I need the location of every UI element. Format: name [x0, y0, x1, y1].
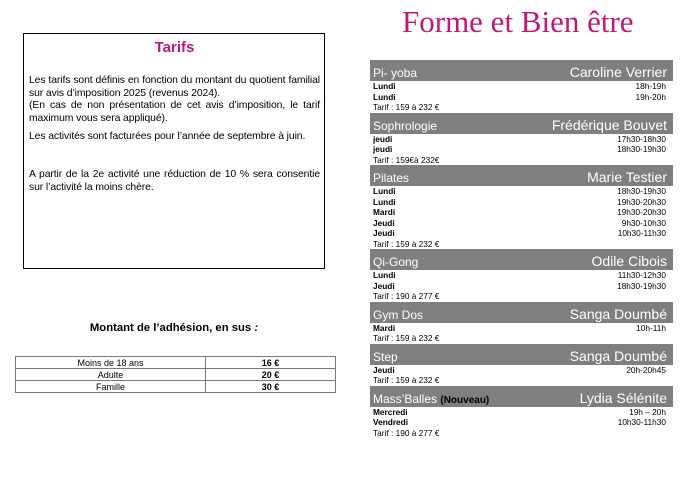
session-day: Vendredi: [373, 417, 409, 427]
activity-tarif: Tarif : 159 à 232 €: [373, 375, 440, 385]
activity-header: [370, 344, 673, 365]
activity-header: [370, 60, 673, 81]
activity-header: [370, 302, 673, 323]
session-time: 9h30-10h30: [621, 217, 666, 228]
session-day: Mardi: [373, 322, 396, 333]
adhesion-row: [16, 381, 336, 393]
session-time: 18h30-19h30: [617, 186, 666, 196]
session-row: [370, 186, 673, 197]
session-row: [370, 207, 673, 218]
session-row: [370, 281, 673, 292]
adhesion-title-suffix: :: [251, 322, 259, 334]
activity-name: [373, 171, 409, 185]
activity-header: [370, 165, 673, 186]
activity-teacher: Lydia Sélénite: [579, 389, 667, 406]
session-time: 18h30-19h30: [617, 280, 666, 291]
session-row: [370, 81, 673, 92]
session-row: [370, 417, 673, 428]
activity-header: [370, 386, 673, 407]
adhesion-label: Famille: [16, 381, 206, 393]
session-time: 19h30-20h30: [617, 196, 666, 207]
session-row: [370, 134, 673, 145]
session-time: 11h30-12h30: [617, 270, 666, 280]
activity-block: [370, 113, 673, 166]
session-row: [370, 92, 673, 103]
session-time: 20h-20h45: [626, 364, 666, 375]
session-row: [370, 197, 673, 208]
session-day: Mercredi: [373, 406, 408, 417]
session-time: 18h-19h: [635, 81, 666, 91]
adhesion-row: [16, 369, 336, 381]
activity-block: [370, 344, 673, 386]
adhesion-price: 30 €: [206, 381, 336, 393]
activities-list: [370, 60, 673, 438]
session-time: 19h30-20h30: [617, 207, 666, 217]
activity-tarif: Tarif : 190 à 277 €: [373, 291, 440, 301]
session-day: Lundi: [373, 270, 396, 280]
adhesion-title-text: Montant de l’adhésion, en sus: [89, 322, 252, 334]
adhesion-label: Adulte: [16, 369, 206, 381]
activity-name-text: Gym Dos: [373, 307, 424, 322]
session-day: Jeudi: [373, 280, 395, 291]
activity-teacher: Frédérique Bouvet: [551, 116, 667, 133]
session-day: Jeudi: [373, 364, 395, 375]
session-row: [370, 365, 673, 376]
activity-name: [373, 66, 417, 80]
session-time: 18h30-19h30: [617, 144, 666, 154]
session-row: [370, 270, 673, 281]
session-day: Lundi: [373, 91, 396, 102]
adhesion-price: 16 €: [206, 357, 336, 369]
activity-header: [370, 113, 673, 134]
activity-teacher: Odile Cibois: [591, 253, 667, 269]
activity-header: [370, 249, 673, 270]
activity-teacher: Marie Testier: [587, 169, 667, 185]
activity-block: [370, 302, 673, 344]
session-day: Jeudi: [373, 228, 395, 238]
session-day: jeudi: [373, 144, 393, 154]
activity-block: [370, 386, 673, 439]
session-row: [370, 323, 673, 334]
session-day: Lundi: [373, 186, 396, 196]
session-day: jeudi: [373, 133, 393, 144]
tarifs-paragraph-tarif-max: (En cas de non présentation de cet avis d’imposition, le tarif maximum vous sera appliqué).: [29, 100, 320, 124]
adhesion-row: [16, 357, 336, 369]
adhesion-label: Moins de 18 ans: [16, 357, 206, 369]
activity-name: [373, 392, 489, 406]
page-title: Forme et Bien être: [402, 4, 634, 39]
session-time: 19h-20h: [635, 91, 666, 102]
session-time: 10h-11h: [636, 322, 666, 333]
session-day: Lundi: [373, 81, 396, 91]
activity-block: [370, 165, 673, 249]
session-time: 10h30-11h30: [617, 228, 666, 238]
tarifs-title: Tarifs: [154, 39, 195, 56]
session-row: [370, 228, 673, 239]
adhesion-table: [15, 356, 336, 393]
activity-block: [370, 60, 673, 113]
activity-name: [373, 350, 398, 364]
session-time: 17h30-18h30: [617, 133, 666, 144]
activity-name: [373, 119, 437, 133]
activity-tarif: Tarif : 159€à 232€: [373, 154, 440, 165]
activity-note: (Nouveau): [440, 394, 490, 406]
session-row: [370, 218, 673, 229]
activity-tarif: Tarif : 190 à 277 €: [373, 427, 440, 438]
session-day: Mardi: [373, 207, 396, 217]
tarifs-paragraph-reduction: A partir de la 2e activité une réduction de 10 % sera consentie sur l’activité la moins chère.: [29, 168, 320, 193]
activity-teacher: Sanga Doumbé: [569, 347, 667, 364]
activity-name: [373, 308, 423, 322]
session-time: 10h30-11h30: [617, 417, 666, 427]
activity-teacher: Caroline Verrier: [569, 64, 667, 80]
session-row: [370, 407, 673, 418]
session-day: Jeudi: [373, 217, 395, 228]
tarifs-box: [23, 33, 325, 269]
activity-name-text: Qi-Gong: [373, 255, 419, 269]
activity-tarif: Tarif : 159 à 232 €: [373, 238, 440, 249]
adhesion-title: [0, 322, 348, 334]
tarifs-paragraph-quotient: Les tarifs sont définis en fonction du montant du quotient familial sur avis d’imposition 2025 (revenus 2024).: [29, 75, 320, 99]
activity-name: [373, 255, 418, 269]
activity-block: [370, 249, 673, 302]
activity-name-text: Mass’Balles: [373, 391, 441, 406]
session-row: [370, 144, 673, 155]
adhesion-price: 20 €: [206, 369, 336, 381]
activity-tarif: Tarif : 159 à 232 €: [373, 333, 440, 343]
activity-tarif: Tarif : 159 à 232 €: [373, 102, 440, 112]
activity-name-text: Pi- yoba: [373, 66, 418, 80]
activity-teacher: Sanga Doumbé: [569, 305, 667, 322]
activity-name-text: Sophrologie: [373, 118, 438, 133]
activity-name-text: Step: [373, 349, 398, 364]
session-time: 19h – 20h: [629, 406, 666, 417]
activity-name-text: Pilates: [373, 171, 410, 185]
tarifs-paragraph-annee: Les activités sont facturées pour l’année de septembre à juin.: [29, 131, 306, 143]
session-day: Lundi: [373, 196, 396, 207]
